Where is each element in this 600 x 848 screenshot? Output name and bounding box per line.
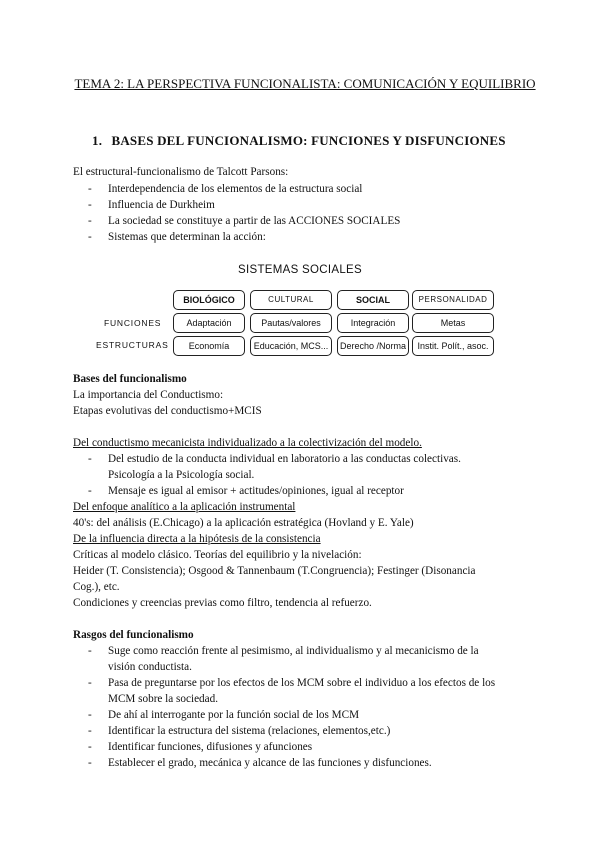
conductismo-heading: Del conductismo mecanicista individualizado a la colectivización del modelo.	[73, 437, 422, 449]
influencia-line: Condiciones y creencias previas como filtro, tendencia al refuerzo.	[73, 597, 372, 609]
cell-estructuras-cultural: Educación, MCS...	[250, 336, 332, 356]
list-item: - Identificar la estructura del sistema (relaciones, elementos,etc.)	[88, 723, 495, 739]
list-item: - Interdependencia de los elementos de la estructura social	[88, 181, 400, 197]
row-label-estructuras: ESTRUCTURAS	[96, 340, 169, 350]
section-number: 1.	[92, 133, 103, 148]
list-item: - Mensaje es igual al emisor + actitudes/opiniones, igual al receptor	[88, 483, 461, 499]
list-item: - Influencia de Durkheim	[88, 197, 400, 213]
intro-list	[88, 181, 400, 245]
diagram-title: SISTEMAS SOCIALES	[238, 264, 362, 276]
document-title: TEMA 2: LA PERSPECTIVA FUNCIONALISTA: COMUNICACIÓN Y EQUILIBRIO	[74, 76, 536, 91]
conductismo-list	[88, 451, 461, 499]
influencia-heading: De la influencia directa a la hipótesis de la consistencia	[73, 533, 321, 545]
list-item: - Suge como reacción frente al pesimismo, al individualismo y al mecanicismo de la visión conductista.	[88, 643, 495, 675]
list-item: - Del estudio de la conducta individual en laboratorio a las conductas colectivas. Psicología a la Psicología social.	[88, 451, 461, 483]
enfoque-line: 40's: del análisis (E.Chicago) a la aplicación estratégica (Hovland y E. Yale)	[73, 517, 414, 529]
section-heading-text: BASES DEL FUNCIONALISMO: FUNCIONES Y DISFUNCIONES	[111, 133, 506, 148]
column-header-cultural: CULTURAL	[250, 290, 332, 310]
rasgos-list	[88, 643, 495, 771]
bases-heading: Bases del funcionalismo	[73, 373, 187, 385]
cell-estructuras-biologico: Economía	[173, 336, 245, 356]
cell-estructuras-personalidad: Instit. Polít., asoc.	[412, 336, 494, 356]
influencia-line: Heider (T. Consistencia); Osgood & Tannenbaum (T.Congruencia); Festinger (Disonancia	[73, 565, 476, 577]
list-item: - Establecer el grado, mecánica y alcance de las funciones y disfunciones.	[88, 755, 495, 771]
cell-funciones-cultural: Pautas/valores	[250, 313, 332, 333]
rasgos-heading: Rasgos del funcionalismo	[73, 629, 194, 641]
column-header-biologico: BIOLÓGICO	[173, 290, 245, 310]
influencia-line: Cog.), etc.	[73, 581, 120, 593]
cell-estructuras-social: Derecho /Norma	[337, 336, 409, 356]
list-item: - La sociedad se constituye a partir de las ACCIONES SOCIALES	[88, 213, 400, 229]
list-item: - De ahí al interrogante por la función social de los MCM	[88, 707, 495, 723]
column-header-social: SOCIAL	[337, 290, 409, 310]
enfoque-heading: Del enfoque analítico a la aplicación instrumental	[73, 501, 296, 513]
influencia-line: Críticas al modelo clásico. Teorías del equilibrio y la nivelación:	[73, 549, 362, 561]
list-item: - Pasa de preguntarse por los efectos de los MCM sobre el individuo a los efectos de los MCM sobre la sociedad.	[88, 675, 495, 707]
cell-funciones-social: Integración	[337, 313, 409, 333]
cell-funciones-personalidad: Metas	[412, 313, 494, 333]
column-header-personalidad: PERSONALIDAD	[412, 290, 494, 310]
row-label-funciones: FUNCIONES	[104, 318, 162, 328]
section-heading	[92, 133, 506, 149]
bases-line: La importancia del Conductismo:	[73, 389, 224, 401]
bases-line: Etapas evolutivas del conductismo+MCIS	[73, 405, 262, 417]
cell-funciones-biologico: Adaptación	[173, 313, 245, 333]
intro-text: El estructural-funcionalismo de Talcott Parsons:	[73, 166, 289, 178]
list-item: - Identificar funciones, difusiones y afunciones	[88, 739, 495, 755]
list-item: - Sistemas que determinan la acción:	[88, 229, 400, 245]
